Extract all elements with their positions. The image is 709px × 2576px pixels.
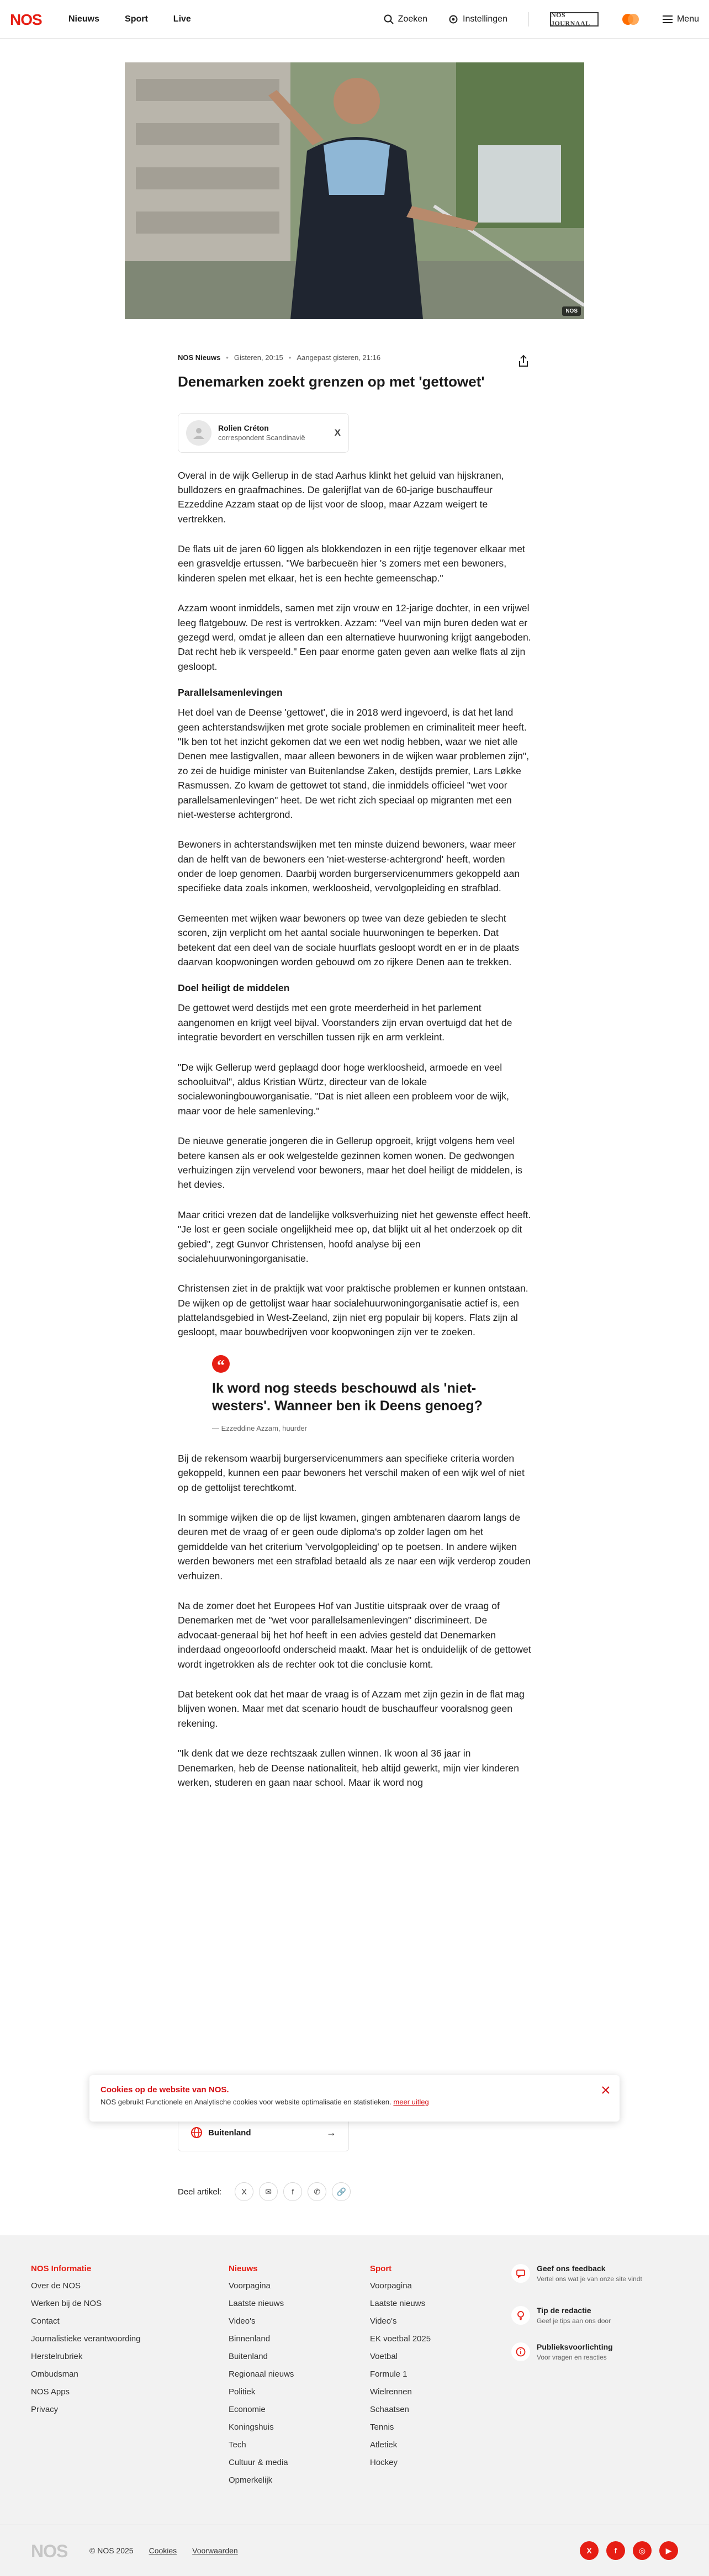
globe-icon [191,2127,203,2139]
close-icon [601,2086,610,2094]
publieksvoorlichting-card[interactable] [511,2342,671,2362]
feedback-card[interactable] [511,2264,671,2283]
header-actions [384,12,699,27]
lightbulb-icon [511,2306,530,2325]
footer-link[interactable]: Laatste nieuws [229,2299,284,2308]
feedback-sub: Vertel ons wat je van onze site vindt [537,2275,642,2283]
quote-icon: “ [212,1355,230,1373]
cookie-description: NOS gebruikt Functionele en Analytische cookies voor website optimalisatie en statistieken. [100,2098,391,2106]
footer-heading: Sport [370,2264,392,2273]
paragraph: "De wijk Gellerup werd geplaagd door hoge werkloosheid, armoede en veel schooluitval", aldus Kristian Würtz, directeur van de lokale socialewoningbouworganisatie. "Dat is niet alleen een probleem voor de wijk, maar voor de hele samenleving." [178,1061,509,1117]
footer-link[interactable]: Atletiek [370,2440,398,2450]
author-avatar [186,420,211,446]
youtube-social-button[interactable]: ▶ [659,2541,678,2560]
paragraph: Het doel van de Deense 'gettowet', die in 2018 werd ingevoerd, is dat het land geen achterstandswijken met grote sociale problemen en criminaliteit meer heeft. "Ik ben tot het inzicht gekomen dat we een wet nodig hebben, waar we niet alle Denen mee lastigvallen, maar alleen bewoners in de wijken waar problemen zijn", zo zei de huidige minister van Buitenlandse Zaken, destijds premier, Lars Løkke Rasmussen. Zo kwam de gettowet tot stand, die inmiddels officieel "wet voor parallelsamenlevingen" heet. De wet richt zich speciaal op migranten met een niet-westerse achtergrond. [178,707,530,820]
divider [528,12,529,27]
share-x-button[interactable]: X [235,2182,253,2201]
footer-link[interactable]: Wielrennen [370,2387,412,2397]
nos-logo[interactable] [10,11,45,28]
footer-link[interactable]: Tech [229,2440,246,2450]
footer-link[interactable]: Hockey [370,2458,398,2467]
hero-image [125,62,584,319]
cookie-banner [89,2075,620,2122]
share-mail-button[interactable]: ✉ [259,2182,278,2201]
cookie-close-button[interactable] [597,2082,614,2098]
article-body [178,468,531,1790]
footer-link[interactable]: EK voetbal 2025 [370,2334,431,2344]
settings-button[interactable] [448,14,507,24]
footer-link[interactable]: Tennis [370,2422,394,2432]
menu-label: Menu [676,14,699,24]
footer-col-info [31,2264,140,2422]
tip-sub: Geef je tips aan ons door [537,2317,611,2325]
share-link-button[interactable]: 🔗 [332,2182,351,2201]
social-links [580,2541,678,2560]
article-title: Denemarken zoekt grenzen op met 'gettowet' [178,373,485,390]
nos-journaal-logo[interactable]: NOS JOURNAAL [550,12,599,27]
paragraph: Maar critici vrezen dat de landelijke volksverhuizing niet het gewenste effect heeft. "Je lost er geen sociale ongelijkheid mee op, dat blijkt uit al het onderzoek op dit gebied", zegt Gunvor Christensen, hoofd analyse bij een socialehuurwoningorganisatie. [178,1209,531,1264]
svg-text:NOS: NOS [31,2541,68,2560]
search-button[interactable] [384,14,427,24]
tip-card[interactable] [511,2306,671,2325]
footer-link[interactable]: Over de NOS [31,2281,81,2291]
feedback-title: Geef ons feedback [537,2264,606,2273]
footer-link[interactable]: Opmerkelijk [229,2476,273,2485]
footer-col-nieuws [229,2264,294,2493]
paragraph: Dat betekent ook dat het maar de vraag is of Azzam met zijn gezin in de flat mag blijven wonen. Maar met dat scenario houdt de buschauffeur vooralsnog geen rekening. [178,1688,525,1729]
facebook-social-button[interactable]: f [606,2541,625,2560]
paragraph: Azzam woont inmiddels, samen met zijn vrouw en 12-jarige dochter, in een vrijwel leeg flatgebouw. De rest is vertrokken. Azzam: "Veel van mijn buren deden wat er gezegd werd, omdat je alleen dan een alternatieve huurwoning krijgt aangeboden. Dat recht heb ik verspeeld." Een paar enorme gaten geven aan welke flats al zijn gesloopt. [178,602,531,672]
footer-link[interactable]: Voorpagina [370,2281,412,2291]
section-heading: Doel heiligt de middelen [178,982,290,994]
info-sub: Voor vragen en reacties [537,2353,607,2361]
footer-link[interactable]: Werken bij de NOS [31,2299,102,2308]
info-title: Publieksvoorlichting [537,2342,613,2351]
footer-nos-logo[interactable] [31,2541,76,2560]
pull-quote [212,1355,531,1432]
hamburger-icon [663,15,673,23]
footer-bottom [0,2525,709,2576]
meta-dot: • [226,353,229,362]
footer-link[interactable]: Video's [370,2316,397,2326]
top-navigation [0,0,709,39]
publish-time: Gisteren, 20:15 [234,353,283,362]
author-role: correspondent Scandinavië [218,433,305,442]
section-heading: Parallelsamenlevingen [178,687,283,699]
paragraph: In sommige wijken die op de lijst kwamen, gingen ambtenaren daarom langs de deuren met de vraag of er geen oude diploma's op zolder lagen om het gemiddelde van het criterium 'vervolgopleiding' op te poetsen. In andere wijken werden bewoners met een strafblad betaald als ze naar een wijk verderop zouden verhuizen. [178,1512,531,1581]
share-facebook-button[interactable]: f [283,2182,302,2201]
nav-live[interactable]: Live [173,14,191,24]
footer-link[interactable]: Koningshuis [229,2422,274,2432]
footer-link[interactable]: Politiek [229,2387,256,2397]
share-whatsapp-button[interactable]: ✆ [308,2182,326,2201]
quote-author: Ezzeddine Azzam, huurder [221,1424,307,1432]
footer-link[interactable]: NOS Apps [31,2387,70,2397]
instagram-social-button[interactable]: ◎ [633,2541,652,2560]
related-tag-label: Buitenland [208,2128,251,2138]
article [178,353,531,1805]
feedback-icon [511,2264,530,2283]
x-profile-link[interactable]: X [334,427,341,438]
paragraph: De nieuwe generatie jongeren die in Gellerup opgroeit, krijgt volgens hem veel betere kansen als er ook welgestelde gezinnen komen wonen. De gedwongen verhuizingen zijn vervelend voor bewoners, maar het doel heiligt de middelen, is het devies. [178,1135,522,1191]
share-label: Deel artikel: [178,2187,222,2197]
tip-title: Tip de redactie [537,2306,591,2315]
footer-link[interactable]: Cultuur & media [229,2458,288,2467]
footer [0,2235,709,2576]
footer-link[interactable]: Voetbal [370,2352,398,2361]
paragraph: Na de zomer doet het Europees Hof van Justitie uitspraak over de vraag of Denemarken met de "wet voor parallelsamenlevingen" discrimineert. De advocaat-generaal bij het hof heeft in een advies gesteld dat Denemarken inderdaad ongeoorloofd onderscheid maakt. Maar het is onduidelijk of de gettowet wordt ingetrokken als de rechter ook tot die conclusie komt. [178,1600,531,1670]
article-source: NOS Nieuws [178,353,221,362]
quote-cite: — Ezzeddine Azzam, huurder [212,1424,307,1432]
paragraph: Christensen ziet in de praktijk wat voor praktische problemen er kunnen ontstaan. De wijken op de gettolijst waar haar socialehuurwoningorganisatie actief is, een plattelandsgebied in West-Zeeland, zijn niet erg populair bij kopers. Flats zijn al gesloopt, maar bouwbedrijven voor koopwoningen zijn ver te zoeken. [178,1283,528,1338]
video-badge: NOS [562,306,581,316]
paragraph: Overal in de wijk Gellerup in de stad Aarhus klinkt het geluid van hijskranen, bulldozers en graafmachines. De galerijflat van de 60-jarige buschauffeur Ezzeddine Azzam staat op de lijst voor de sloop, maar Azzam weigert te vertrekken. [178,469,504,525]
npo-logo[interactable] [620,12,642,27]
x-social-button[interactable]: X [580,2541,599,2560]
footer-link[interactable]: Binnenland [229,2334,271,2344]
paragraph: De gettowet werd destijds met een grote meerderheid in het parlement aangenomen en krijgt veel bijval. Voorstanders zijn ervan overtuigd dat het de integratie bevordert en verschillen tussen rijk en arm verkleint. [178,1002,512,1043]
paragraph: Bij de rekensom waarbij burgerservicenummers aan specifieke criteria worden gekoppeld, kunnen een paar bewoners het verschil maken of een wijk wel of niet op de gettolijst terechtkomt. [178,1452,525,1493]
footer-heading: Nieuws [229,2264,258,2273]
meta-dot: • [288,353,292,362]
update-time: Aangepast gisteren, 21:16 [297,353,381,362]
arrow-right-icon: → [326,2127,336,2138]
cookie-title: Cookies op de website van NOS. [100,2085,229,2094]
footer-link[interactable]: Buitenland [229,2352,268,2361]
footer-link[interactable]: Privacy [31,2405,59,2414]
settings-label: Instellingen [463,14,507,24]
cookies-link[interactable]: Cookies [149,2546,177,2555]
nav-nieuws[interactable]: Nieuws [68,14,100,24]
article-meta [178,353,531,362]
main-nav [68,14,191,24]
search-icon [384,14,394,24]
search-label: Zoeken [398,14,428,24]
hero-photo [125,62,584,319]
footer-link[interactable]: Video's [229,2316,256,2326]
cookie-text [100,2098,609,2106]
footer-link[interactable]: Journalistieke verantwoording [31,2334,141,2344]
footer-link[interactable]: Voorpagina [229,2281,271,2291]
share-button[interactable] [516,353,531,369]
paragraph: De flats uit de jaren 60 liggen als blokkendozen in een rijtje tegenover elkaar met een grasveldje ertussen. "We barbecueën hier 's zomers met een bewoners, kinderen spelen met elkaar, het is een hechte gemeenschap." [178,543,525,584]
terms-link[interactable]: Voorwaarden [192,2546,238,2555]
paragraph: "Ik denk dat we deze rechtszaak zullen winnen. Ik woon al 36 jaar in Denemarken, heb de Deense nationaliteit, heb altijd gewerkt, mijn vier kinderen werken, studeren en gaan naar school. Maar ik word nog [178,1748,520,1788]
author-name: Rolien Créton [218,424,269,432]
footer-link[interactable]: Schaatsen [370,2405,409,2414]
footer-link[interactable]: Ombudsman [31,2369,78,2379]
gear-icon [448,14,458,24]
paragraph: Bewoners in achterstandswijken met ten minste duizend bewoners, waar meer dan de helft van de bewoners een 'niet-westerse-achtergrond' heeft, worden onder de loep genomen. Daarbij worden burgerservicenummers gekoppeld aan specifieke data zoals inkomen, werkloosheid, vervolgopleiding en strafblad. [178,839,520,894]
svg-text:NOS: NOS [10,10,42,28]
footer-link[interactable]: Regionaal nieuws [229,2369,294,2379]
share-row [178,2182,351,2201]
info-icon [511,2342,530,2361]
quote-text: Ik word nog steeds beschouwd als 'niet-westers'. Wanneer ben ik Deens genoeg? [212,1380,483,1414]
copyright: © NOS 2025 [89,2546,134,2555]
footer-link[interactable]: Contact [31,2316,60,2326]
footer-heading: NOS Informatie [31,2264,92,2273]
nav-sport[interactable]: Sport [125,14,148,24]
share-icon [516,353,531,369]
author-info [218,424,305,442]
footer-link[interactable]: Formule 1 [370,2369,408,2379]
cookie-more-link[interactable]: meer uitleg [393,2098,429,2106]
footer-link[interactable]: Herstelrubriek [31,2352,83,2361]
menu-button[interactable] [663,14,699,24]
footer-col-sport [370,2264,431,2476]
user-icon [192,426,206,440]
author-card[interactable] [178,413,349,453]
footer-link[interactable]: Laatste nieuws [370,2299,426,2308]
footer-link[interactable]: Economie [229,2405,266,2414]
paragraph: Gemeenten met wijken waar bewoners op twee van deze gebieden te slecht scoren, zijn verplicht om het aantal sociale huurwoningen te beperken. Dat betekent dat een deel van de sociale huurflats gesloopt wordt en er in de plaats daarvan koopwoningen worden gebouwd om zo rijkere Denen aan te trekken. [178,912,520,968]
